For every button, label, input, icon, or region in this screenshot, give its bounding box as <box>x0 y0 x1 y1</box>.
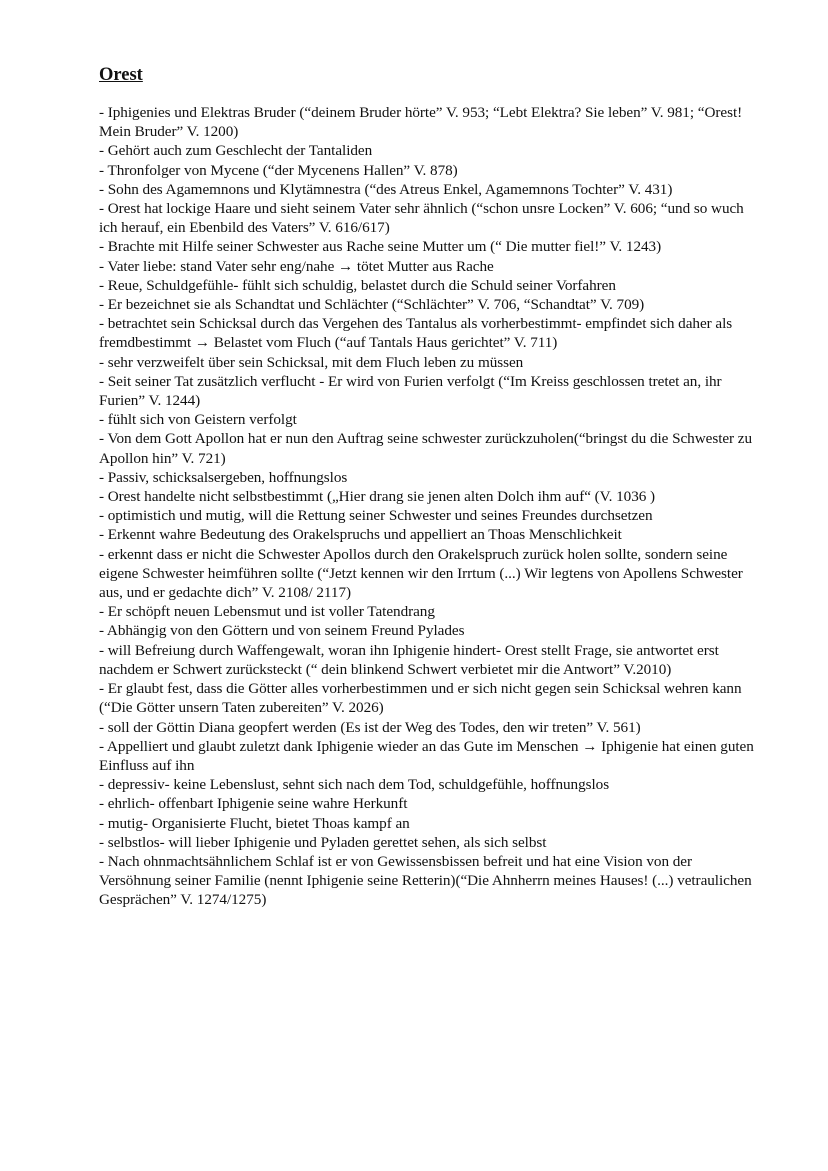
list-item: - Passiv, schicksalsergeben, hoffnungslos <box>99 468 348 486</box>
list-item: - Seit seiner Tat zusätzlich verflucht - Er wird von Furien verfolgt (“Im Kreiss geschlossen tretet an, ihr Furien” V. 1244) <box>99 372 722 410</box>
list-item: - Iphigenies und Elektras Bruder (“deinem Bruder hörte” V. 953; “Lebt Elektra? Sie leben” V. 981; “Orest! Mein Bruder” V. 1200) <box>99 104 743 141</box>
list-item: - mutig- Organisierte Flucht, bietet Thoas kampf an <box>99 814 410 832</box>
list-item: - Nach ohnmachtsähnlichem Schlaf ist er von Gewissensbissen befreit und hat eine Vision von der Versöhnung seiner Familie (nennt Iphigenie seine Retterin)(“Die Ahnherrn meines Hauses! (...) vetraulichen Gesprächen” V. 1274/1275) <box>99 852 752 909</box>
list-item: - Er glaubt fest, dass die Götter alles vorherbestimmen und er sich nicht gegen sein Schicksal wehren kann (“Die Götter unsern Taten zubereiten” V. 2026) <box>99 680 742 717</box>
list-item: - will Befreiung durch Waffengewalt, woran ihn Iphigenie hindert- Orest stellt Frage, sie antwortet erst nachdem er Schwert zurücksteckt (“ dein blinkend Schwert verbietet mir die Antwort” V.2010) <box>99 641 719 678</box>
list-item: - soll der Göttin Diana geopfert werden (Es ist der Weg des Todes, den wir treten” V. 561) <box>99 718 641 736</box>
list-item: - optimistich und mutig, will die Rettung seiner Schwester und seines Freundes durchsetzen <box>99 507 653 525</box>
list-item: - Brachte mit Hilfe seiner Schwester aus Rache seine Mutter um (“ Die mutter fiel!” V. 1243) <box>99 238 662 256</box>
list-item: - Abhängig von den Göttern und von seinem Freund Pylades <box>99 622 465 640</box>
list-item: - sehr verzweifelt über sein Schicksal, mit dem Fluch leben zu müssen <box>99 353 524 371</box>
list-item: - Er bezeichnet sie als Schandtat und Schlächter (“Schlächter” V. 706, “Schandtat” V. 709) <box>99 296 645 314</box>
list-item: - ehrlich- offenbart Iphigenie seine wahre Herkunft <box>99 795 408 813</box>
list-item: - selbstlos- will lieber Iphigenie und Pyladen gerettet sehen, als sich selbst <box>99 833 547 851</box>
list-item: - depressiv- keine Lebenslust, sehnt sich nach dem Tod, schuldgefühle, hoffnungslos <box>99 776 610 794</box>
document-page <box>99 64 764 910</box>
page-title: Orest <box>99 65 143 85</box>
list-item: - Appelliert und glaubt zuletzt dank Iphigenie wieder an das Gute im Menschen → Iphigenie hat einen guten Einfluss auf ihn <box>99 737 754 774</box>
list-item: - Orest handelte nicht selbstbestimmt („Hier drang sie jenen alten Dolch ihm auf“ (V. 1036 ) <box>99 488 656 506</box>
list-item: - Thronfolger von Mycene (“der Mycenens Hallen” V. 878) <box>99 161 458 179</box>
list-item: - erkennt dass er nicht die Schwester Apollos durch den Orakelspruch zurück holen sollte, sondern seine eigene Schwester heimführen sollte (“Jetzt kennen wir den Irrtum (...) Wir legtens von Apollens Schwester aus, und er gedachte dich” V. 2108/ 2117) <box>99 545 743 602</box>
list-item: - fühlt sich von Geistern verfolgt <box>99 411 297 429</box>
list-item: - Reue, Schuldgefühle- fühlt sich schuldig, belastet durch die Schuld seiner Vorfahren <box>99 276 616 294</box>
list-item: - Sohn des Agamemnons und Klytämnestra (“des Atreus Enkel, Agamemnons Tochter” V. 431) <box>99 180 673 198</box>
list-item: - Erkennt wahre Bedeutung des Orakelspruchs und appelliert an Thoas Menschlichkeit <box>99 526 622 544</box>
list-item: - betrachtet sein Schicksal durch das Vergehen des Tantalus als vorherbestimmt- empfindet sich daher als fremdbestimmt → Belastet vom Fluch (“auf Tantals Haus gerichtet” V. 711) <box>99 315 733 352</box>
bullet-list <box>99 103 764 910</box>
list-item: - Orest hat lockige Haare und sieht seinem Vater sehr ähnlich (“schon unsre Locken” V. 606; “und so wuch ich herauf, ein Ebenbild des Vaters” V. 616/617) <box>99 200 744 237</box>
list-item: - Von dem Gott Apollon hat er nun den Auftrag seine schwester zurückzuholen(“bringst du die Schwester zu Apollon hin” V. 721) <box>99 430 753 467</box>
list-item: - Er schöpft neuen Lebensmut und ist voller Tatendrang <box>99 603 435 621</box>
list-item: - Vater liebe: stand Vater sehr eng/nahe → tötet Mutter aus Rache <box>99 257 494 275</box>
list-item: - Gehört auch zum Geschlecht der Tantaliden <box>99 142 373 160</box>
